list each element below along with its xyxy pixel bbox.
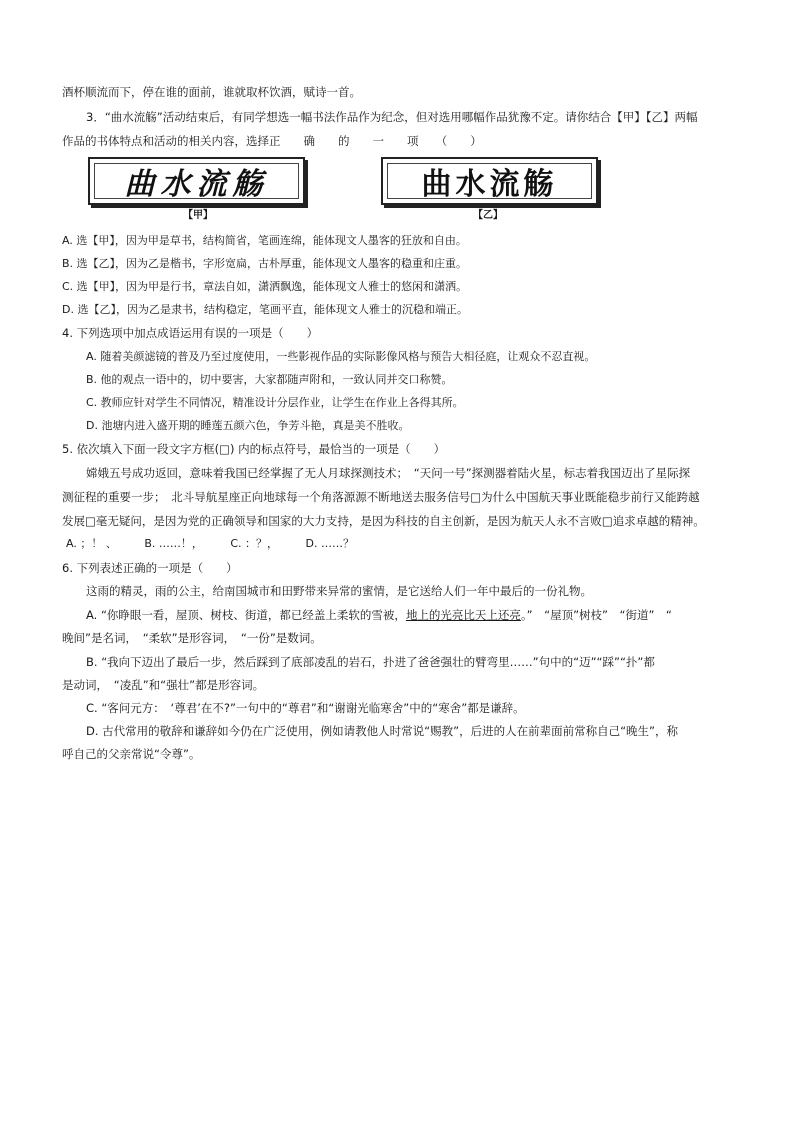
calligraphy-image-jia: [88, 157, 305, 205]
question-5-passage-2: 测征程的重要一步； 北斗导航星座正向地球每一个角落源源不断地送去服务信号□为什么中国航天事业既能稳步前行又能跨越: [62, 490, 700, 504]
option-6a-underlined: 地上的光亮比天上还亮: [405, 608, 521, 622]
question-4-stem: 4. 下列选项中加点成语运用有误的一项是（ ）: [62, 326, 319, 340]
calligraphy-text-jia: 曲水流觞: [94, 163, 299, 199]
option-6a-line-1: [86, 607, 672, 623]
option-6b-line-2: 是动词， “凌乱”和“强壮”都是形容词。: [62, 678, 265, 692]
option-6a-text: A. “你睁眼一看，屋顶、树枝、街道，都已经盖上柔软的雪被，: [86, 608, 406, 622]
option-3c: C. 选【甲】，因为甲是行书，章法自如，潇洒飘逸，能体现文人雅士的悠闲和潇洒。: [62, 280, 468, 293]
question-6-passage: 这雨的精灵，雨的公主，给南国城市和田野带来异常的蜜情，是它送给人们一年中最后的一份礼物。: [86, 584, 592, 598]
option-6a-line-2: 晚间”是名词， “柔软”是形容词， “一份”是数词。: [62, 631, 322, 645]
calligraphy-image-yi: [381, 157, 598, 205]
question-6-stem: 6. 下列表述正确的一项是（ ）: [62, 561, 238, 575]
option-6c: C. “客问元方： ‘尊君’在不?”一句中的“尊君”和“谢谢光临寒舍”中的“寒舍”都是谦辞。: [86, 701, 525, 715]
question-5-stem: 5. 依次填入下面一段文字方框(□) 内的标点符号，最恰当的一项是（ ）: [62, 442, 446, 456]
question-3-stem-cont: 作品的书体特点和活动的相关内容，选择正 确 的 一 项 （ ）: [62, 134, 482, 148]
option-6d-line-1: D. 古代常用的敬辞和谦辞如今仍在广泛使用，例如请教他人时常说“赐教”，后进的人在前辈面前常称自己“晚生”，称: [86, 724, 678, 738]
caption-yi: 【乙】: [473, 210, 503, 221]
option-6a-text-end: 。” “屋顶”树枝” “街道” “: [520, 608, 672, 622]
option-3d: D. 选【乙】，因为乙是隶书，结构稳定，笔画平直，能体现文人雅士的沉稳和端正。: [62, 303, 468, 316]
option-3b: B. 选【乙】，因为乙是楷书，字形宽扁，古朴厚重，能体现文人墨客的稳重和庄重。: [62, 257, 468, 270]
option-4b: B. 他的观点一语中的，切中要害，大家都随声附和，一致认同并交口称赞。: [86, 373, 453, 386]
question-5-options: A. ；！ 、 B. ……！， C. ：？， D. ……？: [66, 537, 354, 550]
caption-jia: 【甲】: [183, 210, 213, 221]
text-line: 酒杯顺流而下，停在谁的面前，谁就取杯饮酒，赋诗一首。: [62, 85, 361, 99]
question-3-stem: 3．“曲水流觞”活动结束后，有同学想选一幅书法作品作为纪念，但对选用哪幅作品犹豫不定。请你结合【甲】【乙】两幅: [86, 110, 698, 124]
option-4c: C. 教师应针对学生不同情况，精准设计分层作业，让学生在作业上各得其所。: [86, 396, 464, 409]
option-3a: A. 选【甲】，因为甲是草书，结构简省，笔画连绵，能体现文人墨客的狂放和自由。: [62, 234, 467, 247]
option-6d-line-2: 呼自己的父亲常说“令尊”。: [62, 747, 201, 761]
question-5-passage-1: 嫦娥五号成功返回，意味着我国已经掌握了无人月球探测技术； “天问一号”探测器着陆火星，标志着我国迈出了星际探: [86, 466, 691, 480]
option-4d: D. 池塘内进入盛开期的睡莲五颜六色，争芳斗艳，真是美不胜收。: [86, 419, 410, 432]
option-6b-line-1: B. “我向下迈出了最后一步，然后踩到了底部凌乱的岩石，扑进了爸爸强壮的臂弯里……”句中的“迈”“踩”“扑”都: [86, 655, 655, 669]
question-5-passage-3: 发展□毫无疑问，是因为党的正确领导和国家的大力支持，是因为科技的自主创新，是因为航天人永不言败□追求卓越的精神。: [62, 514, 705, 528]
option-4a: A. 随着美颜滤镜的普及乃至过度使用，一些影视作品的实际影像风格与预告大相径庭，让观众不忍直视。: [86, 350, 596, 363]
calligraphy-text-yi: 曲水流觞: [387, 163, 592, 199]
